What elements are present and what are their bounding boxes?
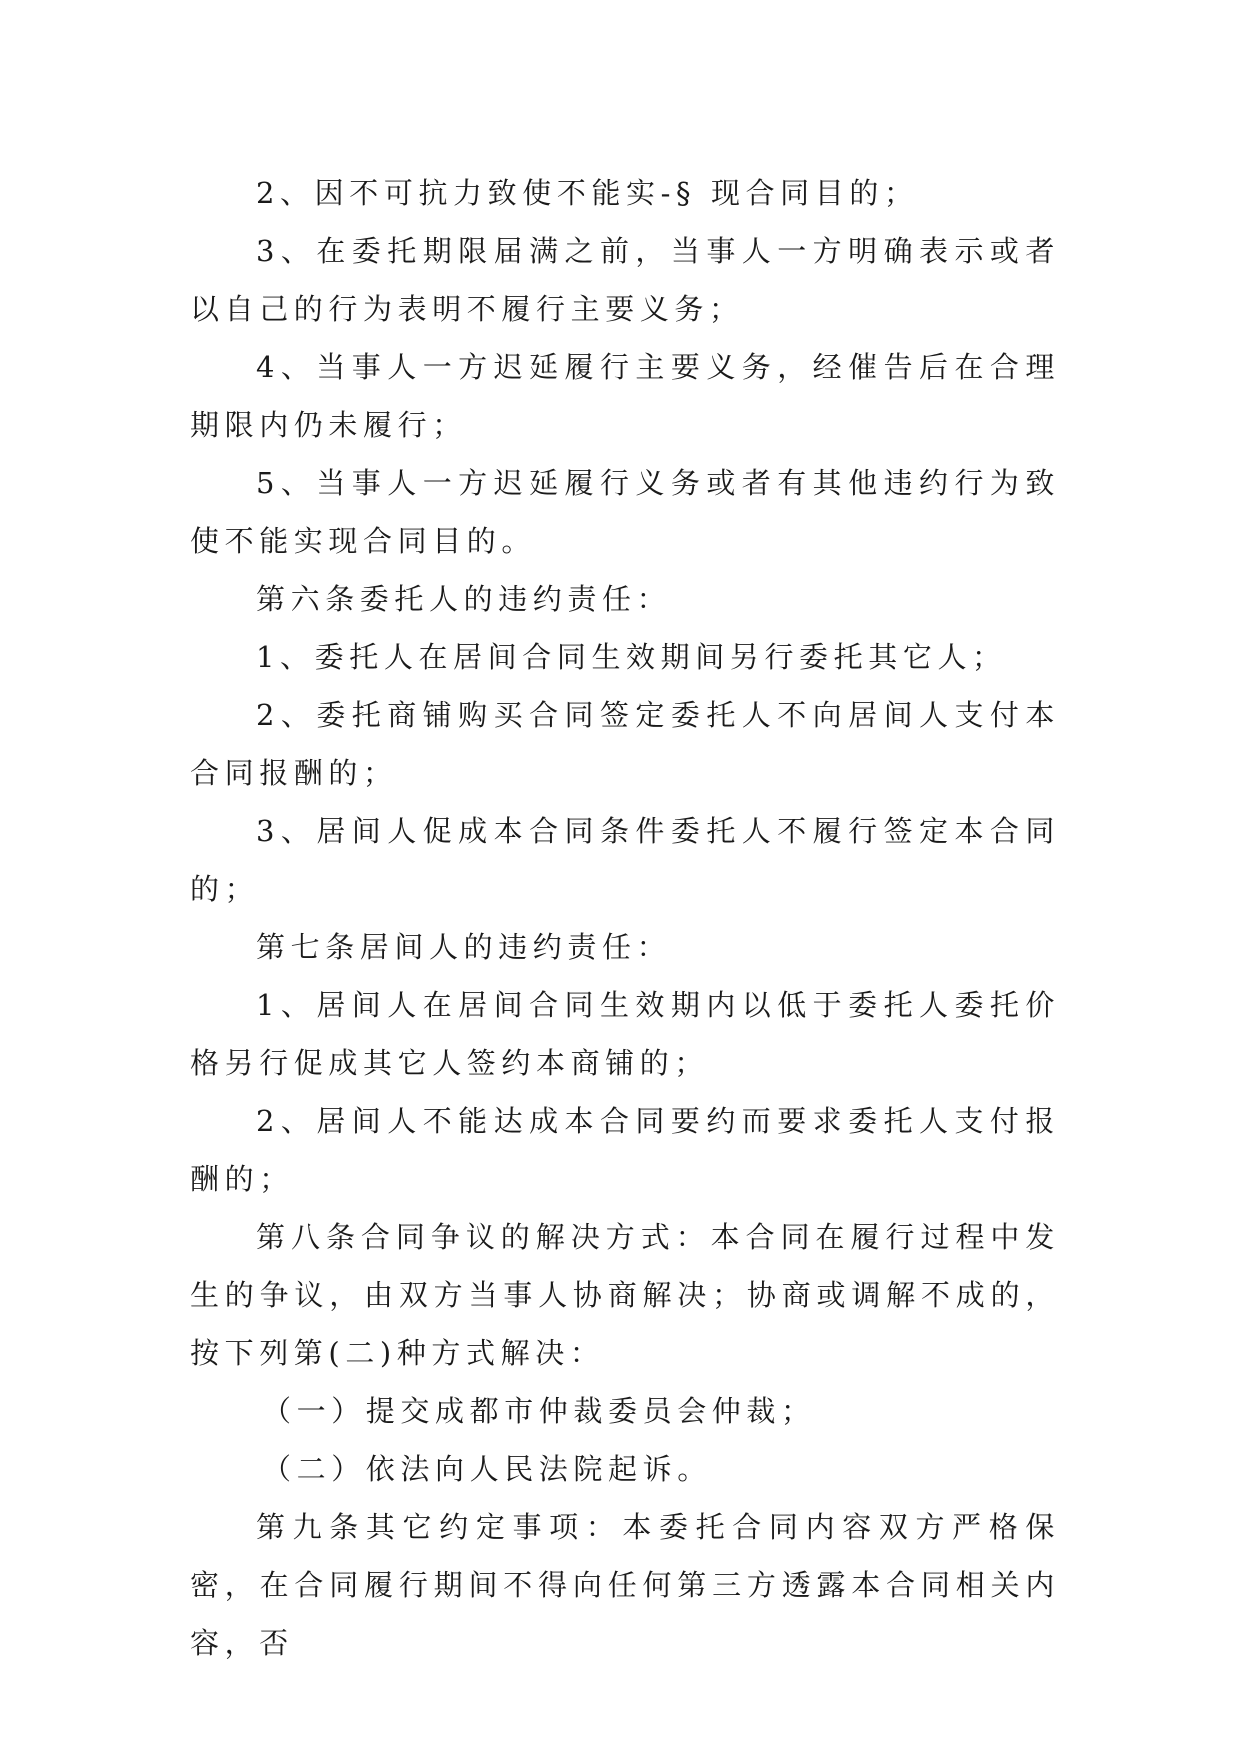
clause-item-4: 4、当事人一方迟延履行主要义务，经催告后在合理期限内仍未履行； [190, 350, 1060, 442]
article-7-heading: 第七条居间人的违约责任： [256, 930, 672, 964]
article-6-item-3: 3、居间人促成本合同条件委托人不履行签定本合同的； [190, 814, 1060, 906]
article-7-item-1: 1、居间人在居间合同生效期内以低于委托人委托价格另行促成其它人签约本商铺的； [190, 988, 1060, 1080]
article-7-item-2: 2、居间人不能达成本合同要约而要求委托人支付报酬的； [190, 1104, 1060, 1196]
document-body [190, 164, 1060, 1672]
clause-item-5: 5、当事人一方迟延履行义务或者有其他违约行为致使不能实现合同目的。 [190, 466, 1060, 558]
clause-item-3: 3、在委托期限届满之前，当事人一方明确表示或者以自己的行为表明不履行主要义务； [190, 234, 1060, 326]
article-8-paragraph: 第八条合同争议的解决方式：本合同在履行过程中发生的争议，由双方当事人协商解决；协商或调解不成的，按下列第(二)种方式解决： [190, 1220, 1060, 1370]
clause-item-2: 2、因不可抗力致使不能实-§ 现合同目的； [256, 176, 919, 210]
article-9-paragraph: 第九条其它约定事项：本委托合同内容双方严格保密，在合同履行期间不得向任何第三方透露本合同相关内容，否 [190, 1510, 1060, 1660]
article-8-option-2: （二）依法向人民法院起诉。 [262, 1452, 712, 1486]
article-6-heading: 第六条委托人的违约责任： [256, 582, 672, 616]
article-6-item-1: 1、委托人在居间合同生效期间另行委托其它人； [256, 640, 1007, 674]
article-6-item-2: 2、委托商铺购买合同签定委托人不向居间人支付本合同报酬的； [190, 698, 1060, 790]
article-8-option-1: （一）提交成都市仲裁委员会仲裁； [262, 1394, 816, 1428]
